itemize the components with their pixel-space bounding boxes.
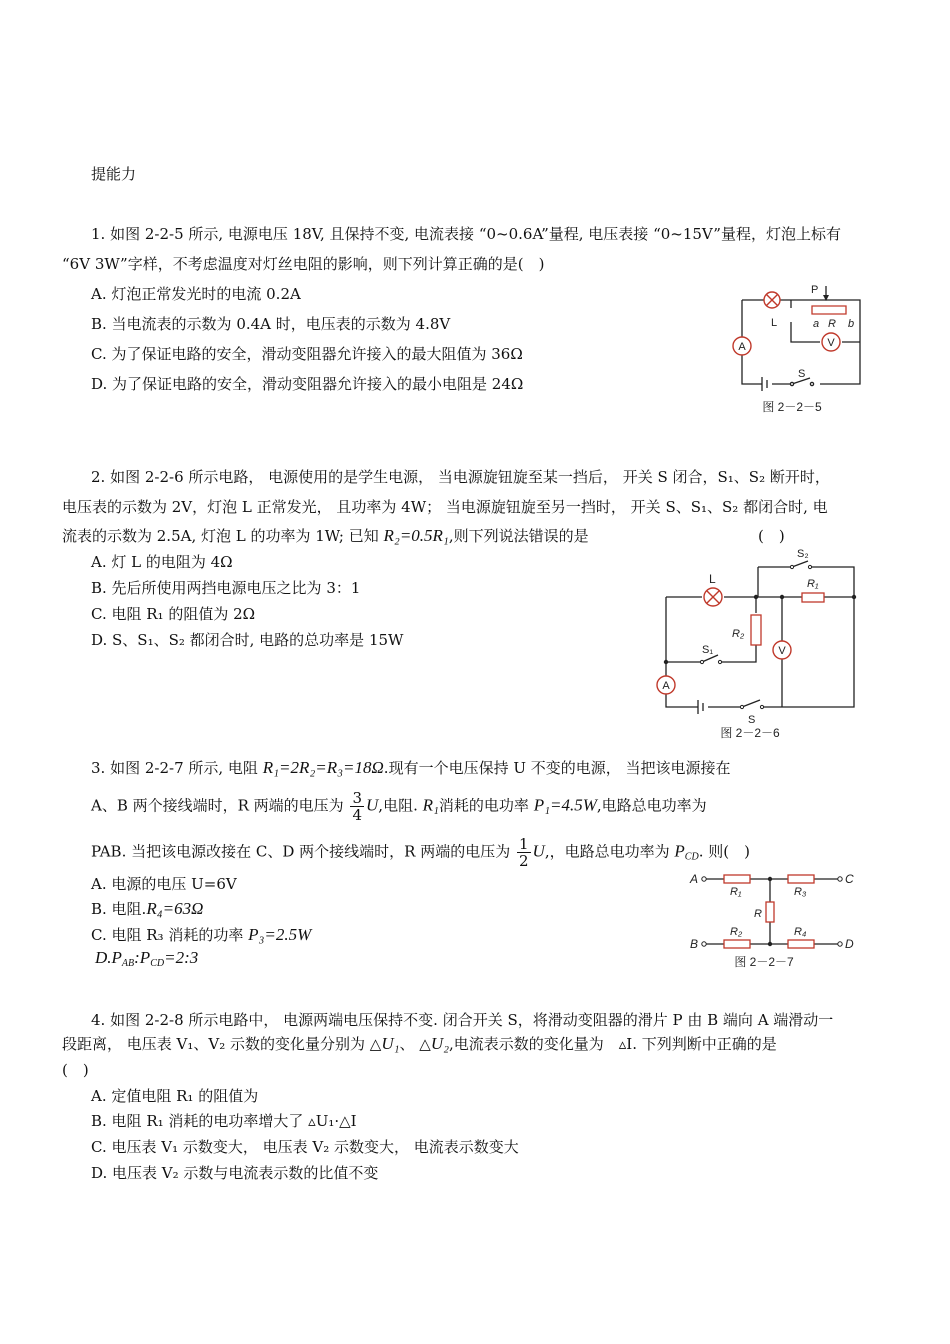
q2-stem-line1: 2. 如图 2-2-6 所示电路， 电源使用的是学生电源， 当电源旋钮旋至某一挡后， 开关 S 闭合，S₁、S₂ 断开时，: [91, 468, 830, 486]
q3-label-r2: R₂: [730, 926, 743, 938]
q3-option-d: $D.P_{AB}:P_{CD}=2:3$: [95, 948, 199, 969]
q3-label-a: A: [690, 872, 699, 886]
svg-text:A: A: [738, 341, 746, 353]
q3-r3-resistor: [788, 875, 814, 883]
q3-r-resistor: [766, 902, 774, 922]
q2-option-d: D. S、S₁、S₂ 都闭合时, 电路的总功率是 15W: [91, 631, 404, 649]
q4-option-a: A. 定值电阻 R₁ 的阻值为: [91, 1087, 259, 1105]
q1-label-p: P: [811, 284, 819, 296]
svg-text:V: V: [778, 645, 786, 657]
q1-label-b: b: [848, 318, 855, 330]
q3-formula-r: R₁=2R₂=R₃=18Ω: [262, 758, 384, 777]
q4-stem-line1: 4. 如图 2-2-8 所示电路中， 电源两端电压保持不变. 闭合开关 S，将滑动变阻器的滑片 P 由 B 端向 A 端滑动一: [91, 1011, 834, 1029]
q3-label-b: B: [690, 937, 699, 951]
q3-fraction-half: $\frac{1}{2}$: [519, 835, 529, 870]
q3-label-d: D: [845, 937, 854, 951]
q3-label-r1: R₁: [730, 886, 742, 898]
q1-option-b: B. 当电流表的示数为 0.4A 时，电压表的示数为 4.8V: [91, 315, 451, 333]
q3-label-r: R: [754, 908, 762, 920]
svg-text:A: A: [662, 680, 670, 692]
q3-stem-line2: A、B 两个接线端时，R 两端的电压为 $\frac{3}{4}$ U,电阻. R₁消耗的电功率 P₁=4.5W,电路总电功率为: [91, 789, 707, 824]
section-heading: 提能力: [91, 165, 137, 183]
q3-fraction-three-quarters: $\frac{3}{4}$: [352, 789, 363, 824]
q1-label-r: R: [828, 318, 836, 330]
q1-voltmeter-icon: [822, 333, 840, 351]
figure-2-2-5: [722, 270, 872, 420]
q2-stem-line3: 流表的示数为 2.5A, 灯泡 L 的功率为 1W; 已知 R₂=0.5R₁,则下列说法错误的是: [62, 526, 589, 545]
q2-stem-line2: 电压表的示数为 2V，灯泡 L 正常发光， 且功率为 4W； 当电源旋钮旋至另一挡时， 开关 S、S₁、S₂ 都闭合时, 电: [62, 498, 828, 516]
q3-label-r4: R₄: [794, 926, 807, 938]
q4-option-c: C. 电压表 V₁ 示数变大， 电压表 V₂ 示数变大， 电流表示数变大: [91, 1138, 519, 1156]
figure-2-2-6: [650, 545, 865, 745]
q2-label-s2: S₂: [797, 548, 809, 560]
q2-ammeter-icon: [657, 676, 675, 694]
q2-label-r1: R₁: [807, 578, 819, 590]
q3-stem-line3: PAB. 当把该电源改接在 C、D 两个接线端时，R 两端的电压为 $\frac{1}{2}$ U,，电路总电功率为 $P_{CD}$. 则( ): [91, 835, 750, 870]
q3-option-a: A. 电源的电压 U=6V: [91, 875, 237, 893]
q2-option-c: C. 电阻 R₁ 的阻值为 2Ω: [91, 605, 256, 623]
q1-stem-line2: “6V 3W”字样，不考虑温度对灯丝电阻的影响，则下列计算正确的是( ): [62, 255, 545, 273]
q2-r2-resistor: [751, 615, 761, 645]
q2-r1-resistor: [802, 593, 824, 602]
q2-voltmeter-icon: [773, 641, 791, 659]
q1-option-c: C. 为了保证电路的安全，滑动变阻器允许接入的最大阻值为 36Ω: [91, 345, 523, 363]
q2-option-a: A. 灯 L 的电阻为 4Ω: [91, 553, 233, 571]
figure-2-2-7: [684, 864, 864, 974]
q3-label-r3: R₃: [794, 886, 807, 898]
q4-option-d: D. 电压表 V₂ 示数与电流表示数的比值不变: [91, 1164, 379, 1182]
q3-formula-p1: P₁=4.5W: [533, 795, 597, 815]
q1-lamp-icon: [764, 292, 780, 308]
q3-r2-resistor: [724, 940, 750, 948]
svg-text:V: V: [827, 337, 835, 349]
q1-label-s: S: [798, 368, 806, 380]
q2-label-s1: S₁: [702, 644, 714, 656]
q3-figure-caption: 图 2－2－7: [734, 955, 794, 969]
q1-figure-caption: 图 2－2－5: [762, 400, 822, 414]
q3-stem-line1: 3. 如图 2-2-7 所示, 电阻 R₁=2R₂=R₃=18Ω.现有一个电压保持 U 不变的电源， 当把该电源接在: [91, 758, 731, 777]
q2-formula: R₂=0.5R₁: [383, 526, 449, 545]
q3-r1-resistor: [724, 875, 750, 883]
q2-label-s: S: [748, 714, 756, 726]
q2-label-l: L: [709, 572, 716, 586]
q3-label-c: C: [845, 872, 854, 886]
q4-stem-line2: 段距离， 电压表 V₁、V₂ 示数的变化量分别为 △U₁、 △U₂,电流表示数的变化量为 ▵I. 下列判断中正确的是: [62, 1034, 777, 1053]
q2-option-b: B. 先后所使用两挡电源电压之比为 3：1: [91, 579, 361, 597]
q3-option-b: B. 电阻.R₄=63Ω: [91, 899, 204, 918]
q3-option-c: C. 电阻 R₃ 消耗的功率 P₃=2.5W: [91, 925, 312, 944]
q1-ammeter-icon: [733, 337, 751, 355]
q2-bracket: ( ): [758, 527, 785, 545]
q4-stem-line3: ( ): [62, 1061, 89, 1079]
q1-option-d: D. 为了保证电路的安全，滑动变阻器允许接入的最小电阻是 24Ω: [91, 375, 524, 393]
q1-option-a: A. 灯泡正常发光时的电流 0.2A: [91, 285, 301, 303]
q2-label-r2: R₂: [732, 628, 745, 640]
q1-label-a: a: [813, 318, 820, 330]
q3-r4-resistor: [788, 940, 814, 948]
q1-stem-line1: 1. 如图 2-2-5 所示, 电源电压 18V, 且保持不变, 电流表接 “0~0.6A”量程, 电压表接 “0~15V”量程，灯泡上标有: [91, 225, 841, 243]
q2-figure-caption: 图 2－2－6: [720, 726, 780, 740]
q1-label-l: L: [771, 317, 778, 329]
q4-option-b: B. 电阻 R₁ 消耗的电功率增大了 ▵U₁·△I: [91, 1112, 357, 1130]
q2-lamp-icon: [704, 588, 722, 606]
